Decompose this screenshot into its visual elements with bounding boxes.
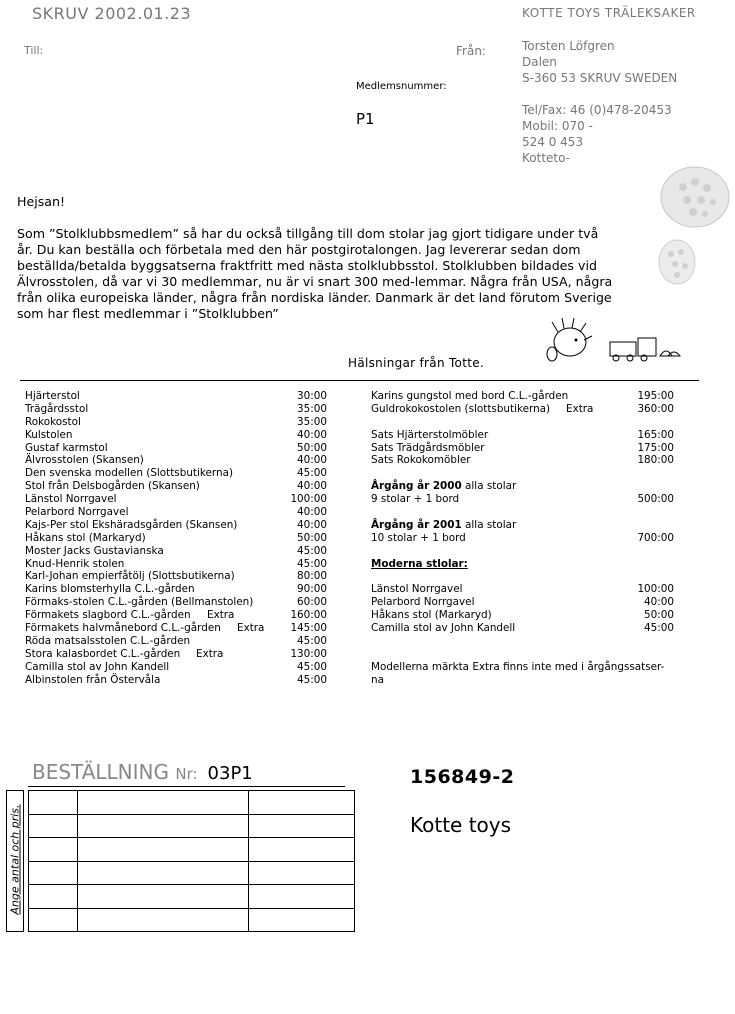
hedgehog-train-illustration <box>544 318 684 366</box>
price-row <box>25 583 327 596</box>
item-name: Länstol Norrgavel <box>371 583 463 596</box>
order-row <box>29 861 355 885</box>
sender-contact <box>522 102 672 166</box>
item-price: 45:00 <box>297 660 327 673</box>
item-name: Kulstolen <box>25 428 73 441</box>
item-name: Gustaf karmstol <box>25 441 108 454</box>
price-row <box>25 532 327 545</box>
price-row <box>371 390 674 403</box>
item-price: 100:00 <box>637 583 674 596</box>
item-name: Pelarbord Norrgavel <box>25 506 129 519</box>
order-price-cell[interactable] <box>249 791 355 815</box>
item-name: Knud-Henrik stolen <box>25 557 125 570</box>
price-row <box>25 635 327 648</box>
item-price: 40:00 <box>297 518 327 531</box>
item-price: 40:00 <box>644 596 674 609</box>
order-table <box>28 790 355 932</box>
item-name: Sats Hjärterstolmöbler <box>371 428 489 441</box>
item-name: Förmakets slagbord C.L.-gården <box>25 609 191 622</box>
order-side-label-box <box>6 790 24 932</box>
fran-label: Från: <box>456 44 486 58</box>
price-row <box>371 622 674 635</box>
item-name: Förmaks-stolen C.L.-gården (Bellmanstolen) <box>25 596 254 609</box>
order-item-cell[interactable] <box>78 838 249 862</box>
order-quantity-cell[interactable] <box>29 908 78 932</box>
item-name: Sats Rokokomöbler <box>371 454 471 467</box>
item-price: 45:00 <box>297 557 327 570</box>
sender-name: Torsten Löfgren <box>522 39 615 53</box>
item-name: Länstol Norrgavel <box>25 493 117 506</box>
price-row <box>371 442 674 455</box>
member-number: P1 <box>356 110 375 128</box>
item-price: 195:00 <box>637 390 674 402</box>
item-price: 35:00 <box>297 415 327 428</box>
item-price: 90:00 <box>297 583 327 596</box>
item-name: Trägårdsstol <box>25 402 89 415</box>
price-row <box>25 442 327 455</box>
price-row <box>25 506 327 519</box>
item-name: Hjärterstol <box>25 390 80 402</box>
modern-heading: Moderna stlolar: <box>371 557 468 570</box>
item-name: Camilla stol av John Kandell <box>25 660 170 673</box>
price-row <box>25 429 327 442</box>
order-quantity-cell[interactable] <box>29 791 78 815</box>
item-price: 45:00 <box>644 622 674 635</box>
price-row <box>25 558 327 571</box>
item-price: 45:00 <box>297 544 327 557</box>
letter-closing: Hälsningar från Totte. <box>348 356 484 370</box>
item-name: Moster Jacks Gustavianska <box>25 544 164 557</box>
letter-body: Som ”Stolklubbsmedlem” så har du också tillgång till dom stolar jag gjort tidigare under två år. Du kan beställa och förbetala med den här postgirotalongen. Jag levererar sedan dom beställda/betalda byggsatserna fraktfritt med nästa stolklubbsstol. Stolklubben bildades vid Älvrosstolen, då var vi 30 medlemmar, nu är vi snart 300 med-lemmar. Några från USA, några från olika europeiska länder, några från nordiska länder. Danmark är det land förutom Sverige som har flest medlemmar i ”Stolklubben” <box>17 226 613 321</box>
extra-marker: Extra <box>566 402 594 415</box>
company-name: KOTTE TOYS TRÄLEKSAKER <box>522 6 696 20</box>
item-name: Pelarbord Norrgavel <box>371 596 475 609</box>
price-row <box>25 609 327 622</box>
order-row <box>29 885 355 909</box>
item-name: Karins blomsterhylla C.L.-gården <box>25 583 195 596</box>
order-quantity-cell[interactable] <box>29 861 78 885</box>
price-row <box>25 519 327 532</box>
order-price-cell[interactable] <box>249 885 355 909</box>
extra-marker: Extra <box>237 622 265 635</box>
divider <box>20 380 699 381</box>
price-row <box>25 493 327 506</box>
extra-marker: Extra <box>196 647 224 660</box>
item-price: 45:00 <box>297 634 327 647</box>
item-price: 35:00 <box>297 402 327 415</box>
price-list-right <box>371 390 674 686</box>
item-price: 60:00 <box>297 596 327 609</box>
item-price: 80:00 <box>297 570 327 583</box>
price-row <box>25 596 327 609</box>
order-row <box>29 791 355 815</box>
item-price: 100:00 <box>290 493 327 506</box>
order-item-cell[interactable] <box>78 908 249 932</box>
year-2000-heading: Årgång år 2000 alla stolar <box>371 480 517 493</box>
price-row <box>371 609 674 622</box>
document-title: SKRUV 2002.01.23 <box>32 4 192 23</box>
item-price: 180:00 <box>637 454 674 467</box>
extra-note-cont: na <box>371 673 384 686</box>
item-name: Förmakets halvmånebord C.L.-gården <box>25 622 221 635</box>
price-row <box>25 403 327 416</box>
sender-street: Dalen <box>522 55 557 69</box>
order-divider <box>28 786 345 787</box>
item-name: Älvrosstolen (Skansen) <box>25 454 144 467</box>
item-price: 130:00 <box>290 647 327 660</box>
item-price: 160:00 <box>290 609 327 622</box>
item-price: 40:00 <box>297 506 327 519</box>
item-name: Camilla stol av John Kandell <box>371 622 516 635</box>
item-name: Sats Trädgårdsmöbler <box>371 441 485 454</box>
sender-postal: S-360 53 SKRUV SWEDEN <box>522 71 678 85</box>
price-row <box>25 570 327 583</box>
price-row <box>25 545 327 558</box>
order-price-cell[interactable] <box>249 814 355 838</box>
contact-mobile-cont: 524 0 453 <box>522 135 584 149</box>
item-price: 360:00 <box>637 402 674 415</box>
item-name: Karl-Johan empierfåtölj (Slottsbutikerna) <box>25 570 235 583</box>
order-price-cell[interactable] <box>249 861 355 885</box>
item-name: Karins gungstol med bord C.L.-gården <box>371 390 569 402</box>
item-price: 40:00 <box>297 428 327 441</box>
price-row <box>371 596 674 609</box>
pine-cone-icon <box>655 162 731 288</box>
price-row <box>25 416 327 429</box>
order-item-cell[interactable] <box>78 791 249 815</box>
item-price: 175:00 <box>637 441 674 454</box>
price-row <box>371 403 674 416</box>
item-price: 50:00 <box>644 609 674 622</box>
item-name: Håkans stol (Markaryd) <box>25 531 146 544</box>
payee-name: Kotte toys <box>410 813 512 837</box>
item-price: 145:00 <box>290 622 327 635</box>
item-name: Albinstolen från Östervåla <box>25 673 161 686</box>
contact-phone: Tel/Fax: 46 (0)478-20453 <box>522 103 672 117</box>
letter-greeting: Hejsan! <box>17 194 66 209</box>
item-price: 40:00 <box>297 480 327 493</box>
item-name: Röda matsalsstolen C.L.-gården <box>25 634 191 647</box>
item-name: Rokokostol <box>25 415 81 428</box>
order-title: BESTÄLLNING Nr: 03P1 <box>32 760 253 784</box>
order-price-cell[interactable] <box>249 838 355 862</box>
price-row <box>25 454 327 467</box>
item-name: Stol från Delsbogården (Skansen) <box>25 480 200 493</box>
price-row <box>25 467 327 480</box>
item-name: Den svenska modellen (Slottsbutikerna) <box>25 467 233 480</box>
item-price: 40:00 <box>297 454 327 467</box>
order-row <box>29 814 355 838</box>
contact-web: Kotteto- <box>522 151 571 165</box>
item-price: 45:00 <box>297 673 327 686</box>
item-price: 50:00 <box>297 441 327 454</box>
year-2001-heading: Årgång år 2001 alla stolar <box>371 518 517 531</box>
price-row <box>371 454 674 467</box>
order-item-cell[interactable] <box>78 861 249 885</box>
price-row <box>25 480 327 493</box>
member-number-label: Medlemsnummer: <box>356 81 447 92</box>
price-row <box>371 429 674 442</box>
price-row: 9 stolar + 1 bord 500:00 <box>371 493 674 506</box>
price-row <box>25 674 327 687</box>
price-row <box>25 622 327 635</box>
order-quantity-cell[interactable] <box>29 814 78 838</box>
extra-marker: Extra <box>207 609 235 622</box>
order-item-cell[interactable] <box>78 814 249 838</box>
order-side-label: Ange antal och pris. <box>8 804 22 915</box>
price-row: 10 stolar + 1 bord 700:00 <box>371 531 674 544</box>
order-quantity-cell[interactable] <box>29 885 78 909</box>
item-name: Guldrokokostolen (slottsbutikerna) <box>371 402 551 415</box>
item-price: 165:00 <box>637 428 674 441</box>
till-label: Till: <box>24 44 44 57</box>
item-price: 50:00 <box>297 531 327 544</box>
postgiro-account: 156849-2 <box>410 766 515 788</box>
price-row <box>25 661 327 674</box>
item-name: Stora kalasbordet C.L.-gården <box>25 647 181 660</box>
price-list-left <box>25 390 327 686</box>
price-row <box>371 583 674 596</box>
letter-text <box>17 194 617 322</box>
order-row <box>29 838 355 862</box>
sender-address <box>522 38 677 86</box>
price-row <box>25 648 327 661</box>
order-row <box>29 908 355 932</box>
item-name: Kajs-Per stol Ekshäradsgården (Skansen) <box>25 518 238 531</box>
order-price-cell[interactable] <box>249 908 355 932</box>
contact-mobile: Mobil: 070 - <box>522 119 593 133</box>
item-name: Håkans stol (Markaryd) <box>371 609 492 622</box>
price-row <box>25 390 327 403</box>
order-item-cell[interactable] <box>78 885 249 909</box>
item-price: 45:00 <box>297 467 327 480</box>
order-quantity-cell[interactable] <box>29 838 78 862</box>
item-price: 30:00 <box>297 390 327 402</box>
extra-note: Modellerna märkta Extra finns inte med i årgångssatser- <box>371 660 665 673</box>
order-number: 03P1 <box>207 763 253 784</box>
